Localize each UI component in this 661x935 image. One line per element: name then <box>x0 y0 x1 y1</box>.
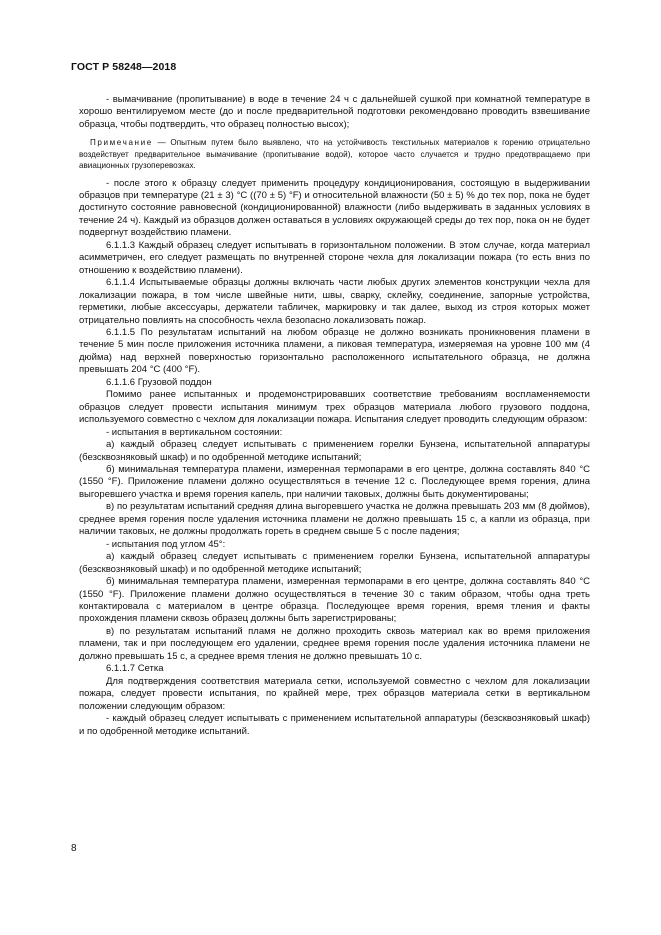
document-header: ГОСТ Р 58248—2018 <box>71 61 177 73</box>
paragraph-soaking: - вымачивание (пропитывание) в воде в течение 24 ч с дальнейшей сушкой при комнатной температуре в хорошо вентилируемом месте (до и после предварительной подготовки рекомендовано проводить взвешивание образца, чтобы подтвердить, что образец полностью высох); <box>79 94 590 130</box>
paragraph-conditioning: - после этого к образцу следует применить процедуру кондиционирования, состоящую в выдерживании образцов при температуре (21 ± 3) °С ((70 ± 5) °F) и относительной влажности (50 ± 5) % до тех пор, пока не будет достигнуто состояние равновесной (кондиционированной) влажности (либо выдерживать в заданных условиях в течение 24 ч). Каждый из образцов должен оставаться в условиях окружающей среды до тех пор, пока он не будет подвергнут воздействию пламени. <box>79 177 590 239</box>
note-text: — Опытным путем было выявлено, что на устойчивость текстильных материалов к горению отрицательно воздействует предварительное вымачивание (пропитывание водой), которое часто случается и трудно предотвращаемо при авиационных грузоперевозках. <box>79 138 590 171</box>
paragraph-pallet-intro: Помимо ранее испытанных и продемонстрировавших соответствие требованиям воспламеняемости образцов следует провести испытания минимум трех образцов материала любого грузового поддона, используемого совместно с чехлом для локализации пожара. Испытания следует проводить следующим образом: <box>79 389 590 426</box>
note-label: Примечание <box>90 138 153 148</box>
note-paragraph <box>79 137 590 171</box>
list-item-vertical-a: а) каждый образец следует испытывать с применением горелки Бунзена, испытательной аппаратуры (безсквозняковый шкаф) и по одобренной методике испытаний; <box>79 439 590 463</box>
list-item-45-tests: - испытания под углом 45°: <box>106 538 226 550</box>
heading-6-1-1-6: 6.1.1.6 Грузовой поддон <box>106 376 212 388</box>
paragraph-6-1-1-4: 6.1.1.4 Испытываемые образцы должны включать части любых других элементов конструкции чехла для локализации пожара, в том числе швейные нити, швы, сварку, склейку, соединение, запорные устройства, герметики, любые аксессуары, держатели табличек, маркировку и так далее, выход из строя которых может отрицательно повлиять на способность чехла безопасно локализовать пожар. <box>79 277 590 326</box>
document-body <box>79 94 590 738</box>
list-item-45-a: а) каждый образец следует испытывать с применением горелки Бунзена, испытательной аппаратуры (безсквозняковый шкаф) и по одобренной методике испытаний; <box>79 551 590 575</box>
list-item-mesh-test: - каждый образец следует испытывать с применением испытательной аппаратуры (безсквозняковый шкаф) и по одобренной методике испытаний. <box>79 713 590 737</box>
paragraph-6-1-1-3: 6.1.1.3 Каждый образец следует испытывать в горизонтальном положении. В этом случае, когда материал асимметричен, его следует размещать по внутренней стороне чехла для локализации пожара (то есть вниз по отношению к воздействию пламени). <box>79 239 590 276</box>
heading-6-1-1-7: 6.1.1.7 Сетка <box>106 663 164 675</box>
list-item-vertical-c: в) по результатам испытаний средняя длина выгоревшего участка не должна превышать 203 мм (8 дюймов), среднее время горения после удаления источника пламени не должно превышать 15 с, а капли из образца, при наличии таковых, не должны продолжать гореть в среднем свыше 5 с после падения; <box>79 501 590 538</box>
list-item-45-c: в) по результатам испытаний пламя не должно проходить сквозь материал как во время приложения пламени, так и при последующем его удалении, среднее время горения после удаления источника пламени не должно превышать 15 с, а среднее время тления не должно превышать 10 с. <box>79 625 590 662</box>
list-item-45-b: б) минимальная температура пламени, измеренная термопарами в его центре, должна составлять 840 °С (1550 °F). Приложение пламени должно осуществляться в течение 30 с таким образом, чтобы одна треть контактировала с материалом в центре образца. Последующее время горения, время тления и факты прохождения пламени сквозь образец должны быть зарегистрированы; <box>79 576 590 625</box>
list-item-vertical-b: б) минимальная температура пламени, измеренная термопарами в его центре, должна составлять 840 °С (1550 °F). Приложение пламени должно осуществляться в течение 12 с. Последующее время горения, длина выгоревшего участка и время горения капель, при наличии таковых, должны быть документированы; <box>79 464 590 500</box>
paragraph-mesh-intro: Для подтверждения соответствия материала сетки, используемой совместно с чехлом для локализации пожара, следует провести испытания, по крайней мере, трех образцов материала сетки в вертикальном положении следующим образом: <box>79 675 590 712</box>
page-number: 8 <box>71 843 77 854</box>
paragraph-6-1-1-5: 6.1.1.5 По результатам испытаний на любом образце не должно возникать проникновения пламени в течение 5 мин после приложения источника пламени, а пиковая температура, измеряемая на уровне 100 мм (4 дюйма) над верхней поверхностью горизонтально расположенного испытательного образца, не должна превышать 204 °С (400 °F). <box>79 327 590 376</box>
list-item-vertical-tests: - испытания в вертикальном состоянии: <box>106 426 283 438</box>
